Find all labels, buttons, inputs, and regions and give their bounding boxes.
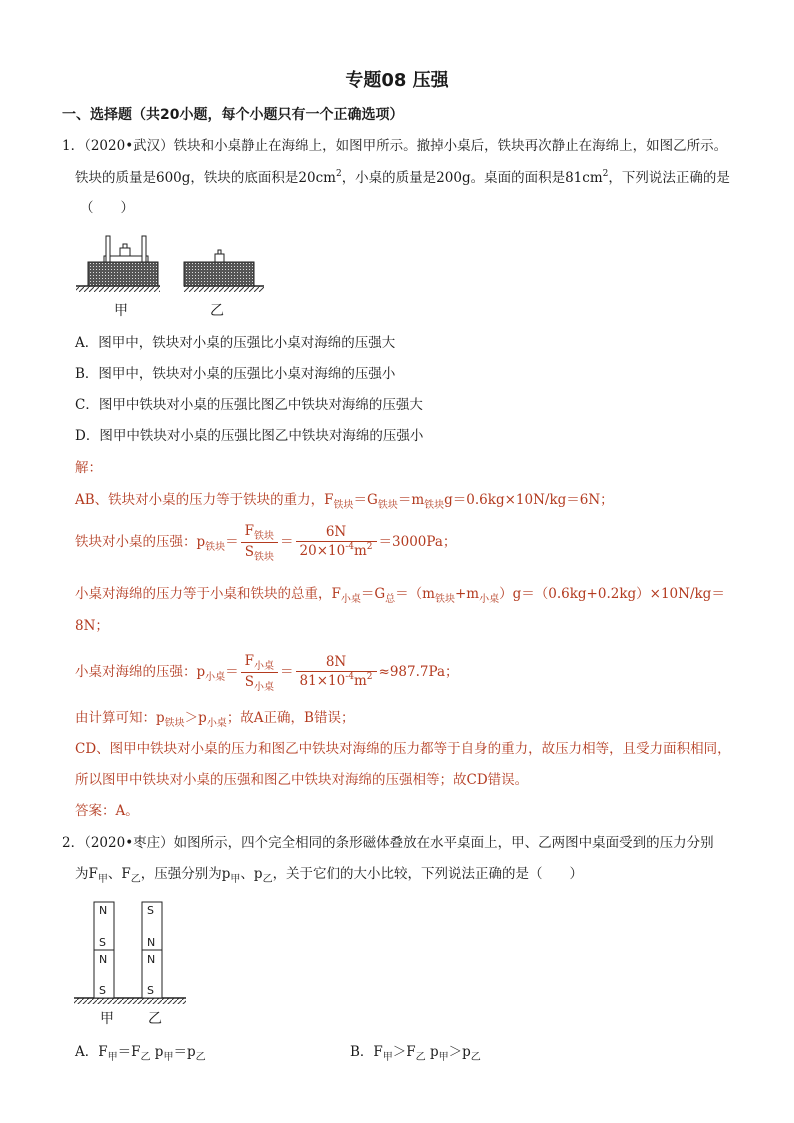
q1-fig-a-table-leg-left (106, 236, 110, 262)
page-title: 专题08 压强 (345, 70, 449, 91)
q2-option-b[interactable]: B．$F_甲>F_乙$ $p_甲>p_乙$ (350, 1044, 481, 1063)
q1-fig-a-iron-block (120, 248, 130, 256)
q2-stem-line1: 2．（2020•枣庄）如图所示，四个完全相同的条形磁体叠放在水平桌面上，甲、乙两图中桌面受到的压力分别 (62, 835, 714, 851)
q2-stem-line2: 为$F_甲$、$F_乙$，压强分别为$p_甲$、$p_乙$，关于它们的大小比较，下列说法正确的是（ ） (75, 866, 584, 885)
q1-fig-a-ground (76, 286, 160, 292)
q1-stem-line1: 1．（2020•武汉）铁块和小桌静止在海绵上，如图甲所示。撤掉小桌后，铁块再次静止在海绵上，如图乙所示。 (62, 138, 728, 154)
q1-answer-paren: （ ） (80, 200, 134, 216)
q2-pole-label: N (147, 936, 156, 949)
q1-solution-line3-cont: 8N； (75, 618, 109, 634)
q2-pole-label: S (147, 984, 154, 997)
q1-fig-a-sponge (88, 262, 158, 286)
q2-pole-label: N (147, 953, 156, 966)
q1-solution-line3: 小桌对海绵的压力等于小桌和铁块的总重，$F_{小桌}=G_总=(m_{铁块}+m_{小桌})g=(0.6kg+0.2kg)\times 10N/kg=$ (75, 586, 725, 605)
q2-figure (72, 900, 192, 1004)
section-heading: 一、选择题（共20小题，每个小题只有一个正确选项） (62, 107, 404, 123)
q2-pole-label: S (147, 904, 154, 917)
q1-option-a[interactable]: A．图甲中，铁块对小桌的压强比小桌对海绵的压强大 (75, 335, 396, 351)
q2-pole-label: S (99, 984, 106, 997)
q2-fig-ground (74, 998, 186, 1004)
q1-solution-line5: 由计算可知：$p_{铁块}>p_{小桌}$；故A正确，B错误； (75, 710, 355, 729)
q1-solution-line4: 小桌对海绵的压强：$p_{小桌}=$ $\frac{F_{小桌}}{S_{小桌}}$ ＝ $\frac{8N}{81\times 10^{-4}m^2}$ ≈987.7Pa； (75, 653, 459, 693)
q1-fig-label-jia: 甲 (114, 303, 128, 319)
q1-fig-b-sponge (184, 262, 254, 286)
q2-fig-label-jia: 甲 (100, 1011, 114, 1027)
q1-fig-b-ground (184, 286, 264, 292)
q1-option-b[interactable]: B．图甲中，铁块对小桌的压强比小桌对海绵的压强小 (75, 366, 396, 382)
q1-fig-a-table-leg-right (142, 236, 146, 262)
q2-pole-label: N (99, 904, 108, 917)
q1-solution-line6: CD、图甲中铁块对小桌的压力和图乙中铁块对海绵的压力都等于自身的重力，故压力相等，且受力面积相同， (75, 741, 731, 757)
q1-fig-b-iron-block (215, 254, 224, 262)
q1-fig-a-table-top (104, 256, 148, 262)
q2-fig-label-yi: 乙 (148, 1011, 162, 1027)
q1-solution-line2: 铁块对小桌的压强：$p_{铁块}=$ $\frac{F_{铁块}}{S_{铁块}}$ ＝ $\frac{6N}{20\times 10^{-4}m^2}$ ＝3000Pa； (75, 523, 457, 563)
q1-solution-line1: AB、铁块对小桌的压力等于铁块的重力，$F_{铁块}=G_{铁块}=m_{铁块}g=0.6kg\times 10N/kg=6N$； (75, 492, 614, 511)
q2-option-a[interactable]: A．$F_甲=F_乙$ $p_甲=p_乙$ (75, 1044, 206, 1063)
q1-stem-line2: 铁块的质量是600g，铁块的底面积是$20cm^2$，小桌的质量是200g。桌面的面积是$81cm^2$，下列说法正确的是 (75, 169, 730, 186)
q1-solution-label: 解： (75, 460, 102, 476)
q2-pole-label: S (99, 936, 106, 949)
q1-option-d[interactable]: D．图甲中铁块对小桌的压强比图乙中铁块对海绵的压强小 (75, 428, 424, 444)
q2-pole-label: N (99, 953, 108, 966)
q1-answer: 答案：A。 (75, 803, 139, 819)
q1-solution-line7: 所以图甲中铁块对小桌的压强和图乙中铁块对海绵的压强相等；故CD错误。 (75, 772, 529, 788)
q1-figure (74, 232, 274, 296)
q1-fig-label-yi: 乙 (210, 303, 224, 319)
q1-option-c[interactable]: C．图甲中铁块对小桌的压强比图乙中铁块对海绵的压强大 (75, 397, 423, 413)
